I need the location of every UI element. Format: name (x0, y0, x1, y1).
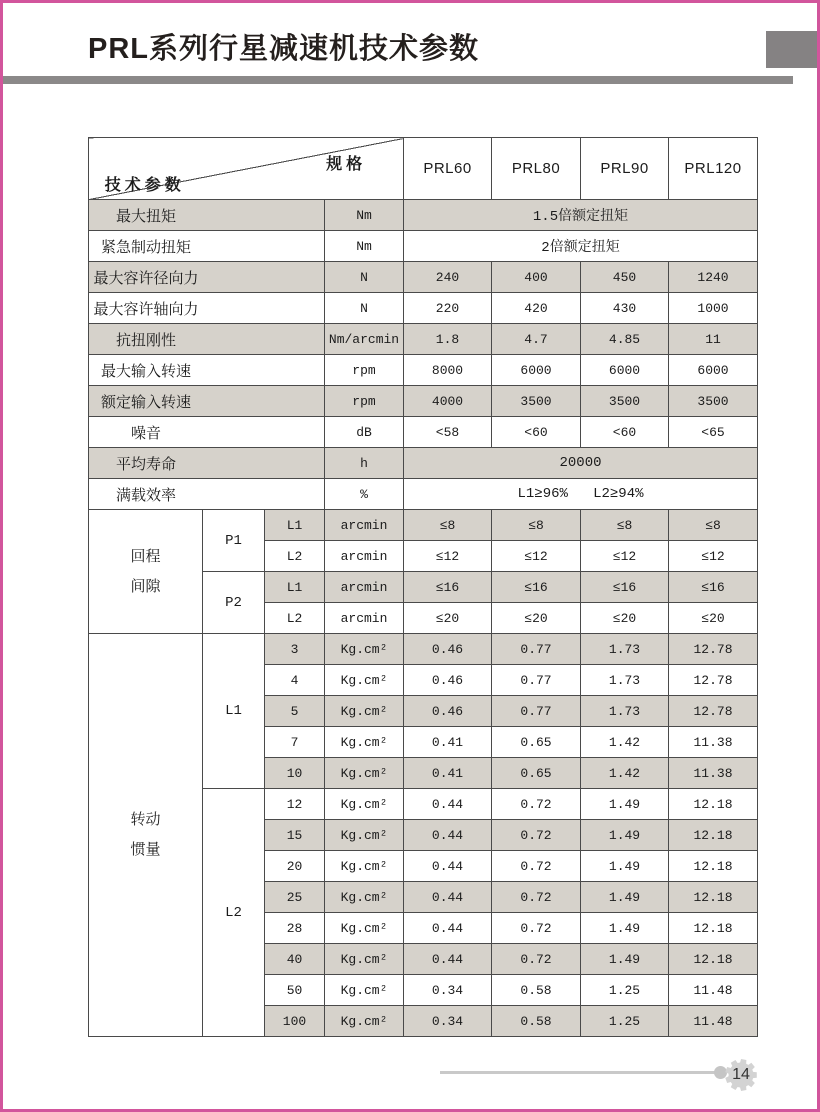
value-cell: ≤8 (581, 510, 669, 541)
value-cell: 0.65 (492, 727, 581, 758)
value-cell: ≤8 (404, 510, 492, 541)
param-label: 额定输入转速 (89, 386, 325, 417)
value-cell: 450 (581, 262, 669, 293)
value-cell: 1.49 (581, 944, 669, 975)
value-cell: <65 (669, 417, 758, 448)
param-label: 平均寿命 (89, 448, 325, 479)
unit-cell: Kg.cm² (325, 882, 404, 913)
value-cell: 12.18 (669, 851, 758, 882)
value-cell: ≤20 (669, 603, 758, 634)
title-underline-rule (3, 76, 793, 84)
value-cell: ≤12 (492, 541, 581, 572)
unit-cell: h (325, 448, 404, 479)
value-cell: <58 (404, 417, 492, 448)
ratio-cell: 3 (265, 634, 325, 665)
ratio-cell: 15 (265, 820, 325, 851)
value-cell: 0.44 (404, 882, 492, 913)
value-cell: 3500 (581, 386, 669, 417)
unit-cell: Kg.cm² (325, 634, 404, 665)
value-cell: ≤12 (581, 541, 669, 572)
param-label: 抗扭刚性 (89, 324, 325, 355)
table-header-row (89, 138, 758, 200)
value-cell: ≤20 (581, 603, 669, 634)
value-cell: 12.18 (669, 944, 758, 975)
value-cell: 1.42 (581, 727, 669, 758)
ratio-cell: 40 (265, 944, 325, 975)
value-cell: 11.38 (669, 758, 758, 789)
precision-grade-label: P2 (203, 572, 265, 634)
value-cell: <60 (581, 417, 669, 448)
value-cell: 6000 (581, 355, 669, 386)
unit-cell: rpm (325, 355, 404, 386)
table-row (89, 386, 758, 417)
page-number: 14 (732, 1066, 750, 1083)
value-cell: 12.78 (669, 696, 758, 727)
value-cell: 1.49 (581, 820, 669, 851)
value-cell: 400 (492, 262, 581, 293)
unit-cell: Kg.cm² (325, 758, 404, 789)
unit-cell: N (325, 293, 404, 324)
param-label: 满载效率 (89, 479, 325, 510)
value-cell: ≤20 (492, 603, 581, 634)
value-cell: 3500 (669, 386, 758, 417)
stage-cell: L1 (265, 572, 325, 603)
value-cell: 8000 (404, 355, 492, 386)
value-cell: 0.72 (492, 882, 581, 913)
spec-axis-label: 规 格 (326, 156, 363, 174)
param-label: 最大扭矩 (89, 200, 325, 231)
unit-cell: Kg.cm² (325, 975, 404, 1006)
value-cell: ≤8 (492, 510, 581, 541)
value-cell: 0.46 (404, 696, 492, 727)
unit-cell: Nm (325, 200, 404, 231)
unit-cell: Kg.cm² (325, 789, 404, 820)
value-cell: 12.18 (669, 820, 758, 851)
value-cell: 0.77 (492, 696, 581, 727)
value-cell: 0.34 (404, 1006, 492, 1037)
table-row (89, 324, 758, 355)
ratio-cell: 20 (265, 851, 325, 882)
unit-cell: Nm (325, 231, 404, 262)
table-row (89, 262, 758, 293)
value-cell: 1.25 (581, 975, 669, 1006)
ratio-cell: 50 (265, 975, 325, 1006)
table-row (89, 355, 758, 386)
table-row (89, 510, 758, 541)
value-cell: 0.72 (492, 789, 581, 820)
table-row (89, 634, 758, 665)
unit-cell: Kg.cm² (325, 665, 404, 696)
backlash-group-label: 回程 间隙 (89, 510, 203, 634)
param-label: 紧急制动扭矩 (89, 231, 325, 262)
param-label: 最大容许径向力 (89, 262, 325, 293)
footer-divider-line (440, 1071, 722, 1074)
unit-cell: Kg.cm² (325, 851, 404, 882)
value-cell: 0.58 (492, 975, 581, 1006)
value-cell: ≤12 (404, 541, 492, 572)
value-cell: 4.85 (581, 324, 669, 355)
ratio-cell: 25 (265, 882, 325, 913)
value-cell: 1240 (669, 262, 758, 293)
unit-cell: dB (325, 417, 404, 448)
table-row (89, 200, 758, 231)
unit-cell: arcmin (325, 603, 404, 634)
value-cell: 1.42 (581, 758, 669, 789)
param-axis-label: 技 术 参 数 (104, 176, 181, 194)
param-label: 噪音 (89, 417, 325, 448)
unit-cell: arcmin (325, 572, 404, 603)
value-cell: 12.18 (669, 882, 758, 913)
value-cell: 11.48 (669, 1006, 758, 1037)
value-cell: 12.78 (669, 634, 758, 665)
inertia-group-label: 转动 惯量 (89, 634, 203, 1037)
unit-cell: N (325, 262, 404, 293)
ratio-cell: 28 (265, 913, 325, 944)
column-header-prl60: PRL60 (404, 138, 492, 200)
stage-group-label: L2 (203, 789, 265, 1037)
unit-cell: Kg.cm² (325, 1006, 404, 1037)
table-row (89, 448, 758, 479)
value-cell: ≤16 (669, 572, 758, 603)
value-cell: 0.34 (404, 975, 492, 1006)
value-cell: 1.25 (581, 1006, 669, 1037)
merged-value-cell: 1.5倍额定扭矩 (404, 200, 758, 231)
ratio-cell: 4 (265, 665, 325, 696)
spec-table (88, 137, 758, 1037)
value-cell: 0.72 (492, 851, 581, 882)
unit-cell: arcmin (325, 541, 404, 572)
unit-cell: rpm (325, 386, 404, 417)
value-cell: 0.44 (404, 851, 492, 882)
ratio-cell: 10 (265, 758, 325, 789)
value-cell: 0.44 (404, 789, 492, 820)
unit-cell: % (325, 479, 404, 510)
table-row (89, 479, 758, 510)
value-cell: 4.7 (492, 324, 581, 355)
value-cell: 0.72 (492, 820, 581, 851)
unit-cell: Kg.cm² (325, 727, 404, 758)
value-cell: 0.72 (492, 913, 581, 944)
value-cell: 0.44 (404, 944, 492, 975)
value-cell: ≤8 (669, 510, 758, 541)
stage-cell: L2 (265, 603, 325, 634)
unit-cell: Kg.cm² (325, 696, 404, 727)
value-cell: 11 (669, 324, 758, 355)
value-cell: 6000 (492, 355, 581, 386)
value-cell: 220 (404, 293, 492, 324)
value-cell: 1.73 (581, 696, 669, 727)
param-label: 最大容许轴向力 (89, 293, 325, 324)
value-cell: 420 (492, 293, 581, 324)
value-cell: 0.77 (492, 634, 581, 665)
unit-cell: Kg.cm² (325, 820, 404, 851)
value-cell: ≤16 (404, 572, 492, 603)
value-cell: ≤20 (404, 603, 492, 634)
value-cell: 1.49 (581, 789, 669, 820)
page-number-badge (719, 1053, 763, 1097)
column-header-prl120: PRL120 (669, 138, 758, 200)
unit-cell: Nm/arcmin (325, 324, 404, 355)
value-cell: 0.72 (492, 944, 581, 975)
value-cell: 0.77 (492, 665, 581, 696)
merged-value-cell: L1≥96% L2≥94% (404, 479, 758, 510)
ratio-cell: 5 (265, 696, 325, 727)
value-cell: 11.48 (669, 975, 758, 1006)
merged-value-cell: 20000 (404, 448, 758, 479)
value-cell: 12.78 (669, 665, 758, 696)
value-cell: 6000 (669, 355, 758, 386)
table-row (89, 293, 758, 324)
value-cell: 0.46 (404, 634, 492, 665)
page-title: PRL系列行星减速机技术参数 (88, 33, 480, 65)
ratio-cell: 100 (265, 1006, 325, 1037)
ratio-cell: 12 (265, 789, 325, 820)
value-cell: ≤16 (581, 572, 669, 603)
param-label: 最大输入转速 (89, 355, 325, 386)
value-cell: ≤16 (492, 572, 581, 603)
value-cell: 11.38 (669, 727, 758, 758)
value-cell: 1.49 (581, 913, 669, 944)
stage-cell: L1 (265, 510, 325, 541)
value-cell: 0.46 (404, 665, 492, 696)
corner-decoration-block (766, 31, 817, 68)
value-cell: 0.41 (404, 727, 492, 758)
value-cell: 3500 (492, 386, 581, 417)
stage-group-label: L1 (203, 634, 265, 789)
value-cell: 430 (581, 293, 669, 324)
value-cell: 12.18 (669, 913, 758, 944)
stage-cell: L2 (265, 541, 325, 572)
value-cell: 0.41 (404, 758, 492, 789)
value-cell: ≤12 (669, 541, 758, 572)
value-cell: 1.49 (581, 882, 669, 913)
value-cell: 1.73 (581, 634, 669, 665)
value-cell: 0.65 (492, 758, 581, 789)
value-cell: <60 (492, 417, 581, 448)
value-cell: 4000 (404, 386, 492, 417)
column-header-prl80: PRL80 (492, 138, 581, 200)
unit-cell: Kg.cm² (325, 944, 404, 975)
precision-grade-label: P1 (203, 510, 265, 572)
value-cell: 0.44 (404, 913, 492, 944)
merged-value-cell: 2倍额定扭矩 (404, 231, 758, 262)
value-cell: 0.58 (492, 1006, 581, 1037)
value-cell: 240 (404, 262, 492, 293)
unit-cell: Kg.cm² (325, 913, 404, 944)
table-row (89, 417, 758, 448)
value-cell: 12.18 (669, 789, 758, 820)
table-corner-cell (89, 138, 404, 200)
table-row (89, 231, 758, 262)
unit-cell: arcmin (325, 510, 404, 541)
value-cell: 1.73 (581, 665, 669, 696)
value-cell: 0.44 (404, 820, 492, 851)
value-cell: 1.8 (404, 324, 492, 355)
value-cell: 1000 (669, 293, 758, 324)
value-cell: 1.49 (581, 851, 669, 882)
ratio-cell: 7 (265, 727, 325, 758)
column-header-prl90: PRL90 (581, 138, 669, 200)
